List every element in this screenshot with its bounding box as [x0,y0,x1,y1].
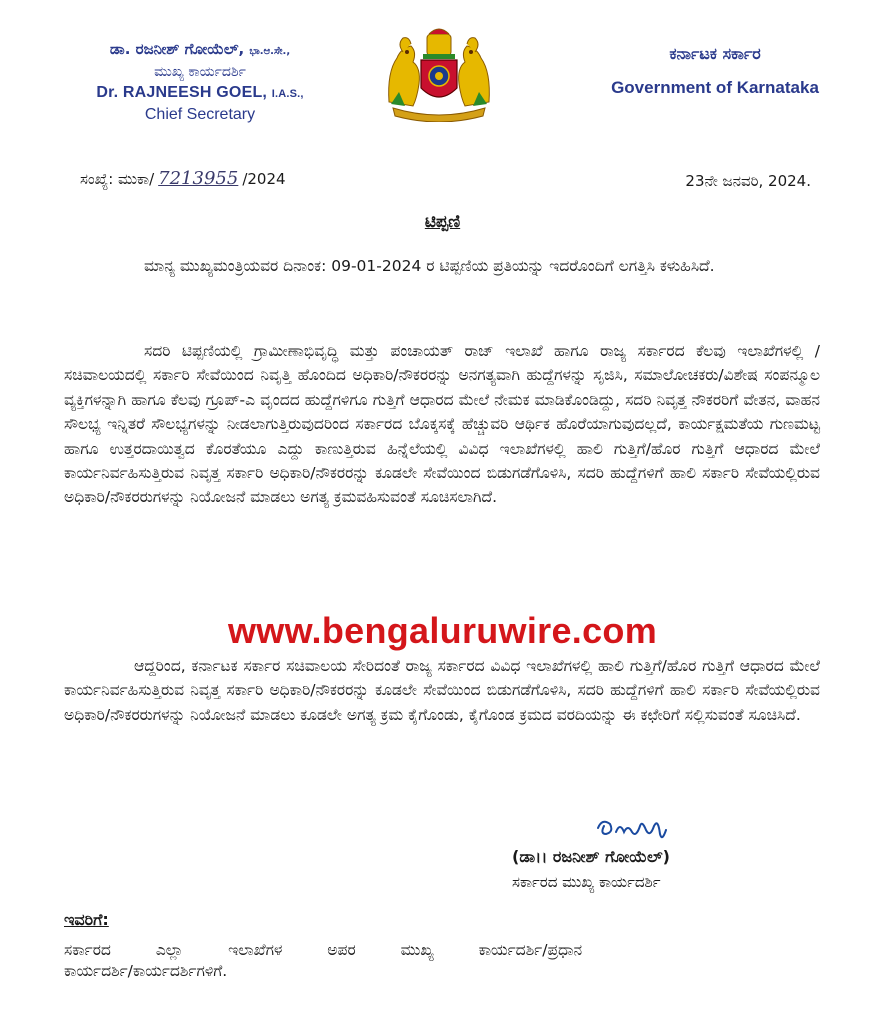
sender-role-kannada: ಮುಖ್ಯ ಕಾರ್ಯದರ್ಶಿ [154,64,246,80]
sender-block [40,40,360,124]
reference-number [80,168,286,189]
karnataka-emblem-icon [383,22,495,122]
body-paragraph-1: ಮಾನ್ಯ ಮುಖ್ಯಮಂತ್ರಿಯವರ ದಿನಾಂಕ: 09-01-2024 ರ ಟಿಪ್ಪಣಿಯ ಪ್ರತಿಯನ್ನು ಇದರೊಂದಿಗೆ ಲಗತ್ತಿಸಿ ಕಳುಹಿಸಿದೆ. [144,257,715,275]
body-paragraph-2: ಸದರಿ ಟಿಪ್ಪಣಿಯಲ್ಲಿ ಗ್ರಾಮೀಣಾಭಿವೃದ್ಧಿ ಮತ್ತು ಪಂಚಾಯತ್ ರಾಜ್ ಇಲಾಖೆ ಹಾಗೂ ರಾಜ್ಯ ಸರ್ಕಾರದ ಕೆಲವು ಇಲಾಖೆಗಳಲ್ಲಿ / ಸಚಿವಾಲಯದಲ್ಲಿ ಸರ್ಕಾರಿ ಸೇವೆಯಿಂದ ನಿವೃತ್ತಿ ಹೊಂದಿದ ಅಧಿಕಾರಿ/ನೌಕರರನ್ನು ಅನಗತ್ಯವಾಗಿ ಹುದ್ದೆಗಳನ್ನು ಸೃಜಿಸಿ, ಸಮಾಲೋಚಕರು/ವಿಶೇಷ ಸಂಪನ್ಮೂಲ ವ್ಯಕ್ತಿಗಳನ್ನಾಗಿ ಹಾಗೂ ಕೆಲವು ಗ್ರೂಪ್-ಎ ವೃಂದದ ಹುದ್ದೆಗಳಿಗೂ ಗುತ್ತಿಗೆ ಆಧಾರದ ಮೇಲೆ ನೇಮಕ ಮಾಡಿಕೊಂಡಿದ್ದು, ಸದರಿ ನಿವೃತ್ತ ನೌಕರರಿಗೆ ವೇತನ, ವಾಹನ ಸೌಲಭ್ಯ ಇನ್ನಿತರೆ ಸೌಲಭ್ಯಗಳನ್ನು ನೀಡಲಾಗುತ್ತಿರುವುದರಿಂದ ಸರ್ಕಾರದ ಬೊಕ್ಕಸಕ್ಕೆ ಹೆಚ್ಚುವರಿ ಆರ್ಥಿಕ ಹೊರೆಯಾಗುವುದಲ್ಲದೆ, ಕಾರ್ಯಕ್ಷಮತೆಯ ಗುಣಮಟ್ಟ ಹಾಗೂ ಉತ್ತರದಾಯಿತ್ವದ ಕೊರತೆಯೂ ಎದ್ದು ಕಾಣುತ್ತಿರುವ ಹಿನ್ನೆಲೆಯಲ್ಲಿ ವಿವಿಧ ಇಲಾಖೆಗಳಲ್ಲಿ ಹಾಲಿ ಗುತ್ತಿಗೆ/ಹೊರ ಗುತ್ತಿಗೆ ಆಧಾರದ ಮೇಲೆ ಕಾರ್ಯನಿರ್ವಹಿಸುತ್ತಿರುವ ನಿವೃತ್ತ ಸರ್ಕಾರಿ ಅಧಿಕಾರಿ/ನೌಕರರನ್ನು ಕೂಡಲೇ ಸೇವೆಯಿಂದ ಬಿಡುಗಡೆಗೊಳಿಸಿ, ಸದರಿ ಹುದ್ದೆಗಳಿಗೆ ಹಾಲಿ ಸರ್ಕಾರಿ ಸೇವೆಯಲ್ಲಿರುವ ಅಧಿಕಾರಿ/ನೌಕರರುಗಳನ್ನು ನಿಯೋಜನೆ ಮಾಡಲು ಅಗತ್ಯ ಕ್ರಮವಹಿಸುವಂತೆ ಸೂಚಿಸಲಾಗಿದೆ. [64,342,820,507]
signatory-name: (ಡಾ।। ರಜನೀಶ್ ಗೋಯೆಲ್) [512,847,670,866]
sender-name-kannada [40,40,360,58]
reference-year: /2024 [242,170,286,188]
government-block [585,44,845,98]
sender-name-en-text: Dr. RAJNEESH GOEL, [96,84,268,101]
signatory-role: ಸರ್ಕಾರದ ಮುಖ್ಯ ಕಾರ್ಯದರ್ಶಿ [512,873,661,891]
sender-service-kn: ಭಾ.ಆ.ಸೇ., [249,46,291,57]
sender-name-kn-text: ಡಾ. ರಜನೀಶ್ ಗೋಯೆಲ್, [109,40,245,58]
body-paragraph-3: ಆದ್ದರಿಂದ, ಕರ್ನಾಟಕ ಸರ್ಕಾರ ಸಚಿವಾಲಯ ಸೇರಿದಂತೆ ರಾಜ್ಯ ಸರ್ಕಾರದ ವಿವಿಧ ಇಲಾಖೆಗಳಲ್ಲಿ ಹಾಲಿ ಗುತ್ತಿಗೆ/ಹೊರ ಗುತ್ತಿಗೆ ಆಧಾರದ ಮೇಲೆ ಕಾರ್ಯನಿರ್ವಹಿಸುತ್ತಿರುವ ನಿವೃತ್ತ ಸರ್ಕಾರಿ ಅಧಿಕಾರಿ/ನೌಕರರನ್ನು ಕೂಡಲೇ ಸೇವೆಯಿಂದ ಬಿಡುಗಡೆಗೊಳಿಸಿ, ಸದರಿ ಹುದ್ದೆಗಳಿಗೆ ಹಾಲಿ ಸರ್ಕಾರಿ ಸೇವೆಯಲ್ಲಿರುವ ಅಧಿಕಾರಿ/ನೌಕರರುಗಳನ್ನು ನಿಯೋಜನೆ ಮಾಡಲು ಕೂಡಲೇ ಅಗತ್ಯ ಕ್ರಮ ಕೈಗೊಂಡು, ಕೈಗೊಂಡ ಕ್ರಮದ ವರದಿಯನ್ನು ಈ ಕಛೇರಿಗೆ ಸಲ್ಲಿಸುವಂತೆ ಸೂಚಿಸಿದೆ. [64,657,820,724]
document-date: 23ನೇ ಜನವರಿ, 2024. [685,172,811,190]
recipients-line-2: ಕಾರ್ಯದರ್ಶಿ/ಕಾರ್ಯದರ್ಶಿಗಳಿಗೆ. [64,962,228,980]
recipients-line-1: ಸರ್ಕಾರದ ಎಲ್ಲಾ ಇಲಾಖೆಗಳ ಅಪರ ಮುಖ್ಯ ಕಾರ್ಯದರ್ಶಿ/ಪ್ರಧಾನ [64,941,583,959]
recipients-label: ಇವರಿಗೆ: [64,910,109,929]
document-title: ಟಿಪ್ಪಣಿ [424,212,461,232]
handwritten-signature-icon [594,812,674,846]
website-watermark: www.bengaluruwire.com [227,610,658,651]
sender-name-english [40,84,360,102]
reference-prefix: ಸಂಖ್ಯೆ: ಮುಕಾ/ [80,170,155,188]
government-name-kannada: ಕರ್ನಾಟಕ ಸರ್ಕಾರ [669,44,761,63]
government-name-english: Government of Karnataka [611,78,819,97]
sender-service-en: I.A.S., [271,88,304,100]
reference-handwritten-number: 7213955 [158,168,239,189]
sender-role-english: Chief Secretary [144,106,256,123]
